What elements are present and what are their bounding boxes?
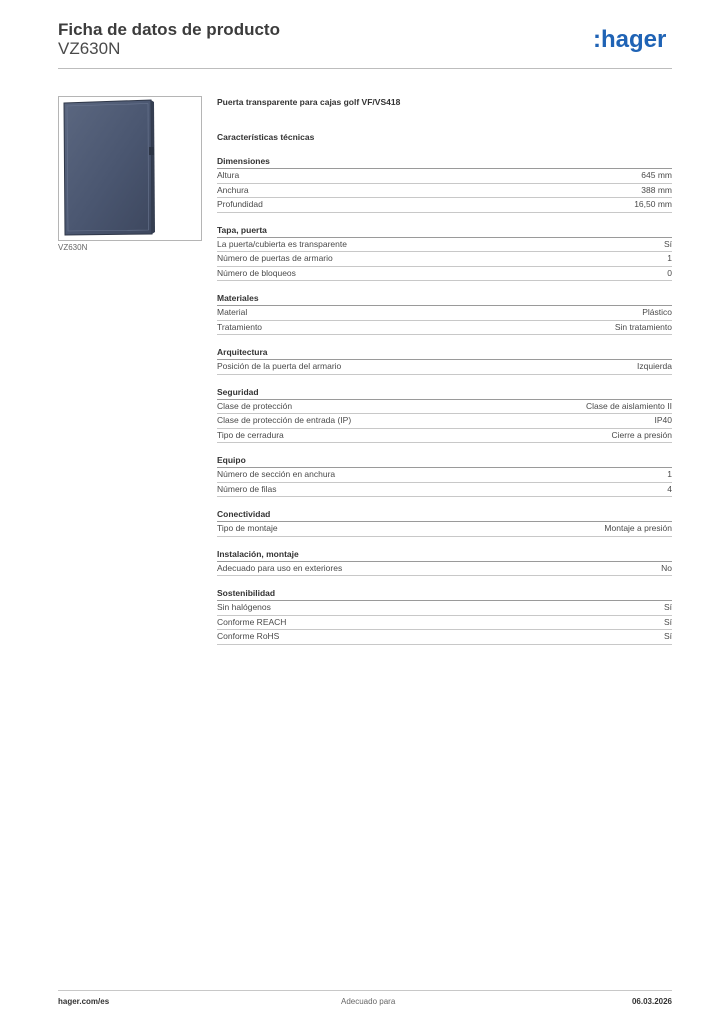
spec-label: La puerta/cubierta es transparente [217,238,347,249]
spec-section [217,508,672,537]
section-title: Seguridad [217,386,672,400]
section-title: Materiales [217,292,672,306]
spec-value: Montaje a presión [604,523,672,533]
spec-label: Clase de protección de entrada (IP) [217,415,352,425]
section-title: Conectividad [217,508,672,522]
spec-row [217,306,672,321]
spec-section [217,292,672,335]
section-title: Tapa, puerta [217,224,672,238]
page-title: Ficha de datos de producto [58,20,280,39]
spec-value: Sí [663,238,672,249]
spec-value: Sin tratamiento [614,321,672,332]
spec-value: Izquierda [637,361,672,371]
spec-value: Sí [663,631,672,641]
header-divider [58,68,672,69]
product-description: Puerta transparente para cajas golf VF/VS418 [217,97,401,107]
technical-heading: Características técnicas [217,132,315,142]
spec-row [217,630,672,645]
spec-row [217,522,672,537]
spec-row [217,238,672,253]
spec-label: Posición de la puerta del armario [217,361,342,371]
spec-content [217,95,672,645]
spec-row [217,169,672,184]
spec-label: Número de bloqueos [217,267,296,278]
spec-row [217,468,672,483]
spec-value: Plástico [642,307,672,317]
spec-value: 1 [667,253,672,263]
spec-section [217,587,672,645]
spec-row [217,400,672,415]
footer-date: 06.03.2026 [631,997,672,1006]
section-title: Sostenibilidad [217,587,672,601]
product-image-frame [58,96,202,241]
section-title: Instalación, montaje [217,548,672,562]
spec-row [217,483,672,498]
spec-value: No [661,562,672,573]
spec-row [217,267,672,282]
footer-divider [58,990,672,991]
spec-value: 645 mm [641,170,672,180]
spec-value: 388 mm [641,184,672,195]
spec-value: Cierre a presión [611,429,672,440]
spec-value: 0 [667,267,672,278]
spec-section [217,548,672,577]
spec-section [217,454,672,497]
spec-label: Clase de protección [217,400,293,411]
spec-label: Profundidad [217,199,263,209]
spec-label: Tipo de cerradura [217,429,284,440]
spec-label: Conforme RoHS [217,631,280,641]
spec-label: Altura [217,170,240,180]
spec-row [217,360,672,375]
spec-label: Material [217,307,248,317]
spec-label: Número de puertas de armario [217,253,333,263]
spec-value: Clase de aislamiento II [586,400,672,411]
spec-label: Anchura [217,184,249,195]
spec-row [217,321,672,336]
spec-row [217,562,672,577]
spec-sections [217,155,672,645]
footer-center-text: Adecuado para [341,997,396,1006]
product-image [59,97,201,240]
section-title: Equipo [217,454,672,468]
spec-row [217,414,672,429]
section-title: Dimensiones [217,155,672,169]
spec-value: 1 [667,469,672,479]
spec-label: Tipo de montaje [217,523,278,533]
spec-row [217,616,672,631]
spec-value: Sí [663,602,672,612]
spec-section [217,386,672,444]
spec-label: Sin halógenos [217,602,271,612]
spec-row [217,252,672,267]
spec-row [217,429,672,444]
spec-row [217,198,672,213]
spec-row [217,601,672,616]
logo-text: :hager [593,26,667,53]
spec-row [217,184,672,199]
footer-website: hager.com/es [58,997,110,1006]
hager-logo [593,26,673,54]
spec-value: 4 [667,483,672,494]
image-caption: VZ630N [58,243,88,252]
spec-section [217,346,672,375]
spec-section [217,155,672,213]
spec-label: Número de filas [217,483,277,494]
spec-value: IP40 [654,415,672,425]
spec-label: Adecuado para uso en exteriores [217,562,343,573]
spec-section [217,224,672,282]
spec-label: Conforme REACH [217,616,287,627]
section-title: Arquitectura [217,346,672,360]
spec-value: Sí [663,616,672,627]
spec-value: 16,50 mm [634,199,672,209]
spec-label: Tratamiento [217,321,263,332]
product-code: VZ630N [58,39,121,58]
spec-label: Número de sección en anchura [217,469,336,479]
